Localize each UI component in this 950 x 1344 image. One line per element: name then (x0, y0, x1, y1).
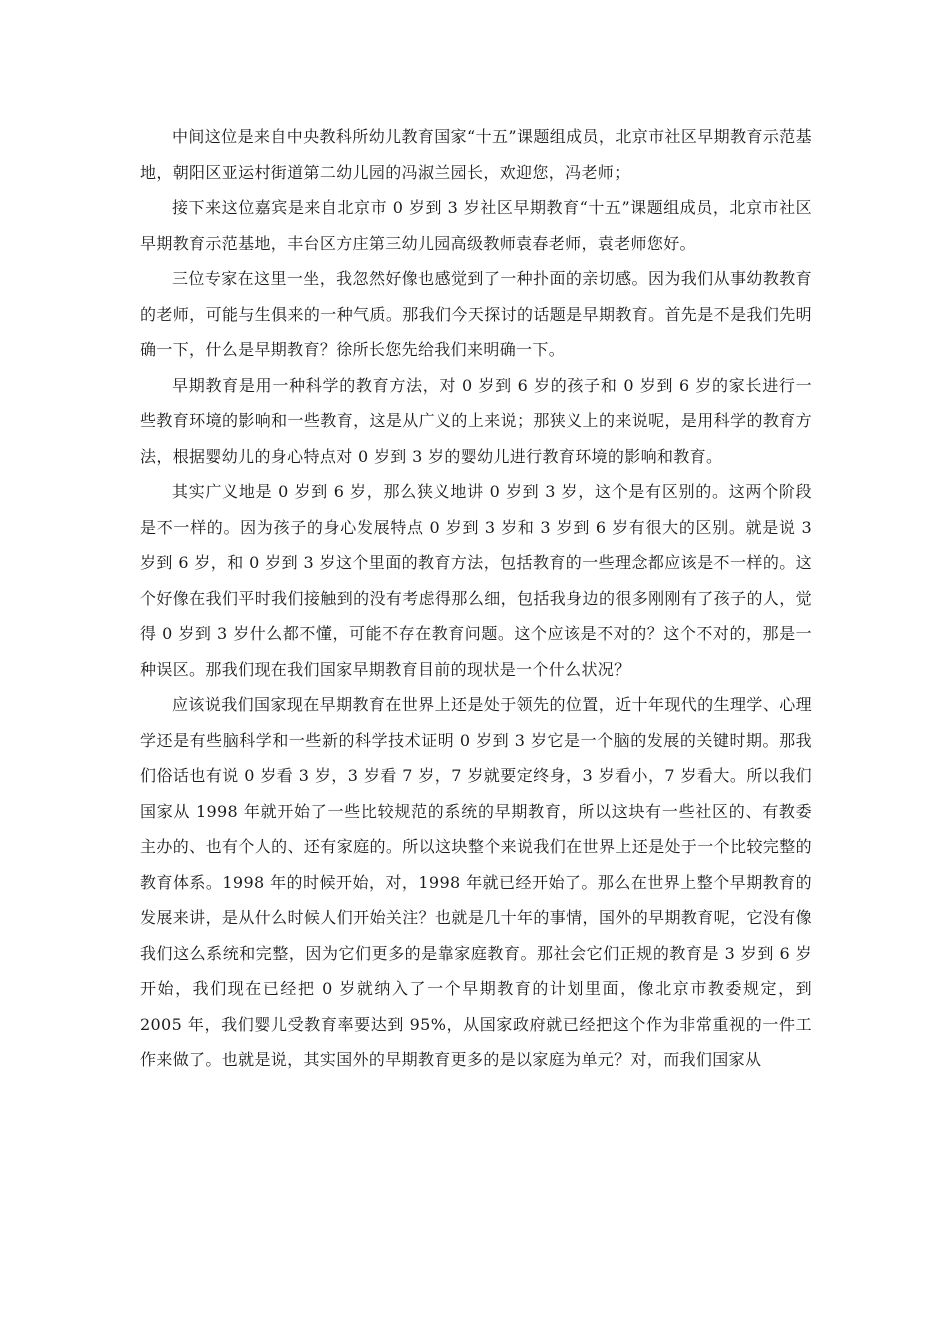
paragraph: 早期教育是用一种科学的教育方法，对 0 岁到 6 岁的孩子和 0 岁到 6 岁的家长进行一些教育环境的影响和一些教育，这是从广义的上来说；那狭义上的来说呢，是用科学的教育方法，根据婴幼儿的身心特点对 0 岁到 3 岁的婴幼儿进行教育环境的影响和教育。 (140, 375, 812, 466)
paragraph: 中间这位是来自中央教科所幼儿教育国家“十五”课题组成员，北京市社区早期教育示范基地，朝阳区亚运村街道第二幼儿园的冯淑兰园长，欢迎您，冯老师； (140, 127, 812, 182)
paragraph: 其实广义地是 0 岁到 6 岁，那么狭义地讲 0 岁到 3 岁，这个是有区别的。这两个阶段是不一样的。因为孩子的身心发展特点 0 岁到 3 岁和 3 岁到 6 岁有很大的区别。就是说 3 岁到 6 岁，和 0 岁到 3 岁这个里面的教育方法，包括教育的一些理念都应该是不一样的。这个好像在我们平时我们接触到的没有考虑得那么细，包括我身边的很多刚刚有了孩子的人，觉得 0 岁到 3 岁什么都不懂，可能不存在教育问题。这个应该是不对的？这个不对的，那是一种误区。那我们现在我们国家早期教育目前的现状是一个什么状况？ (140, 482, 812, 679)
document-body (140, 119, 812, 1078)
paragraph: 三位专家在这里一坐，我忽然好像也感觉到了一种扑面的亲切感。因为我们从事幼教教育的老师，可能与生俱来的一种气质。那我们今天探讨的话题是早期教育。首先是不是我们先明确一下，什么是早期教育？徐所长您先给我们来明确一下。 (140, 269, 812, 359)
paragraph: 应该说我们国家现在早期教育在世界上还是处于领先的位置，近十年现代的生理学、心理学还是有些脑科学和一些新的科学技术证明 0 岁到 3 岁它是一个脑的发展的关键时期。那我们俗话也有说 0 岁看 3 岁，3 岁看 7 岁，7 岁就要定终身，3 岁看小，7 岁看大。所以我们国家从 1998 年就开始了一些比较规范的系统的早期教育，所以这块有一些社区的、有教委主办的、也有个人的、还有家庭的。所以这块整个来说我们在世界上还是处于一个比较完整的教育体系。1998 年的时候开始，对，1998 年就已经开始了。那么在世界上整个早期教育的发展来讲，是从什么时候人们开始关注？也就是几十年的事情，国外的早期教育呢，它没有像我们这么系统和完整，因为它们更多的是靠家庭教育。那社会它们正规的教育是 3 岁到 6 岁开始，我们现在已经把 0 岁就纳入了一个早期教育的计划里面，像北京市教委规定，到 2005 年，我们婴儿受教育率要达到 95%，从国家政府就已经把这个作为非常重视的一件工作来做了。也就是说，其实国外的早期教育更多的是以家庭为单元？对，而我们国家从 (140, 695, 812, 1069)
paragraph: 接下来这位嘉宾是来自北京市 0 岁到 3 岁社区早期教育“十五”课题组成员，北京市社区早期教育示范基地，丰台区方庄第三幼儿园高级教师袁春老师，袁老师您好。 (140, 198, 812, 253)
